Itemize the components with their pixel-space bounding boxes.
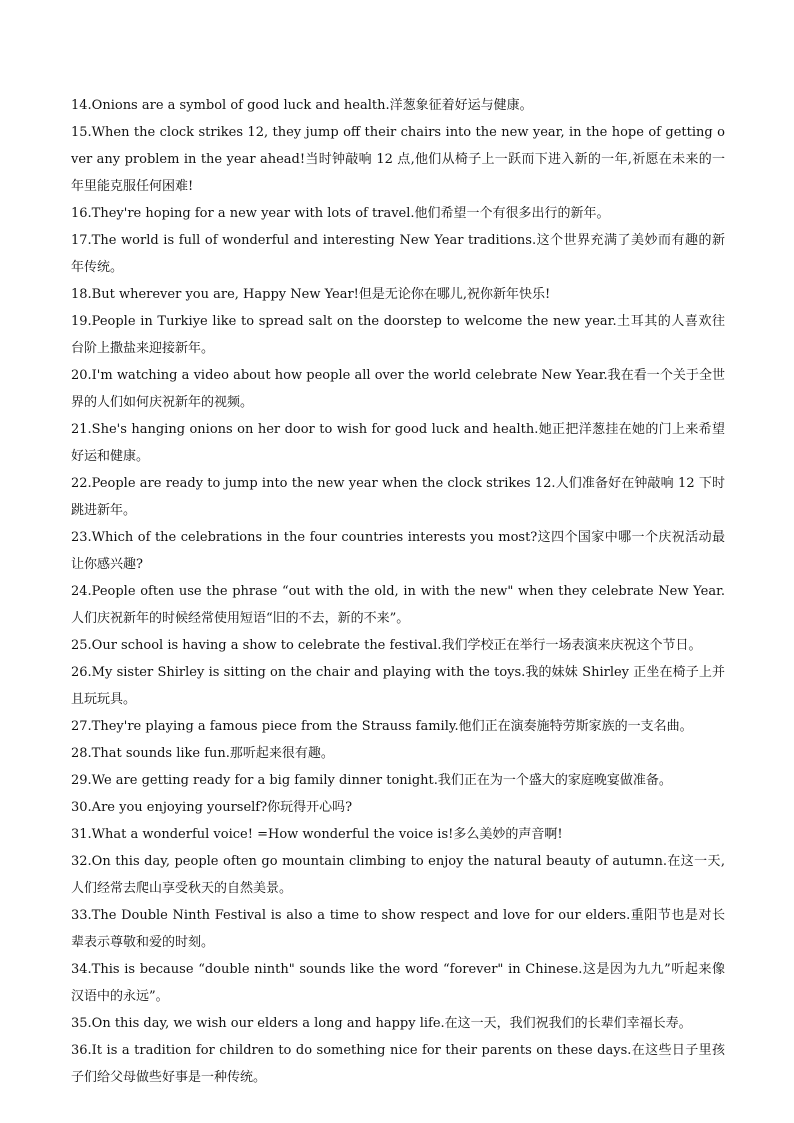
sentence-34: 34.This is because “double ninth" sounds like the word “forever" in Chinese.这是因为九九”听起来像汉语中的永远”。 (71, 962, 725, 1004)
sentence-23: 23.Which of the celebrations in the four countries interests you most?这四个国家中哪一个庆祝活动最让你感兴趣? (71, 530, 725, 572)
sentence-16: 16.They're hoping for a new year with lots of travel.他们希望一个有很多出行的新年。 (71, 206, 610, 221)
sentence-18: 18.But wherever you are, Happy New Year!但是无论你在哪儿,祝你新年快乐! (71, 287, 551, 302)
sentence-26: 26.My sister Shirley is sitting on the chair and playing with the toys.我的妹妹 Shirley 正坐在椅子上并且玩玩具。 (71, 665, 725, 707)
sentence-14: 14.Onions are a symbol of good luck and health.洋葱象征着好运与健康。 (71, 98, 533, 113)
sentence-31: 31.What a wonderful voice! =How wonderful the voice is!多么美妙的声音啊! (71, 827, 563, 842)
sentence-20: 20.I'm watching a video about how people all over the world celebrate New Year.我在看一个关于全世界的人们如何庆祝新年的视频。 (71, 368, 725, 410)
sentence-32: 32.On this day, people often go mountain climbing to enjoy the natural beauty of autumn.在这一天,人们经常去爬山享受秋天的自然美景。 (71, 854, 725, 896)
sentence-25: 25.Our school is having a show to celebrate the festival.我们学校正在举行一场表演来庆祝这个节日。 (71, 638, 702, 653)
sentence-17: 17.The world is full of wonderful and interesting New Year traditions.这个世界充满了美妙而有趣的新年传统。 (71, 233, 725, 275)
sentence-24: 24.People often use the phrase “out with the old, in with the new" when they celebrate New Year.人们庆祝新年的时候经常使用短语“旧的不去，新的不来”。 (71, 584, 725, 626)
sentence-list (71, 92, 725, 1091)
sentence-19: 19.People in Turkiye like to spread salt on the doorstep to welcome the new year.土耳其的人喜欢往台阶上撒盐来迎接新年。 (71, 314, 725, 356)
sentence-15: 15.When the clock strikes 12, they jump off their chairs into the new year, in the hope of getting over any problem in the year ahead!当时钟敲响 12 点,他们从椅子上一跃而下进入新的一年,祈愿在未来的一年里能克服任何困难! (71, 125, 725, 194)
sentence-30: 30.Are you enjoying yourself?你玩得开心吗? (71, 800, 353, 815)
sentence-33: 33.The Double Ninth Festival is also a time to show respect and love for our elders.重阳节也是对长辈表示尊敬和爱的时刻。 (71, 908, 725, 950)
sentence-22: 22.People are ready to jump into the new year when the clock strikes 12.人们准备好在钟敲响 12 下时跳进新年。 (71, 476, 725, 518)
sentence-29: 29.We are getting ready for a big family dinner tonight.我们正在为一个盛大的家庭晚宴做准备。 (71, 773, 672, 788)
sentence-21: 21.She's hanging onions on her door to wish for good luck and health.她正把洋葱挂在她的门上来希望好运和健康。 (71, 422, 725, 464)
sentence-27: 27.They're playing a famous piece from the Strauss family.他们正在演奏施特劳斯家族的一支名曲。 (71, 719, 693, 734)
sentence-28: 28.That sounds like fun.那听起来很有趣。 (71, 746, 334, 761)
sentence-35: 35.On this day, we wish our elders a long and happy life.在这一天，我们祝我们的长辈们幸福长寿。 (71, 1016, 692, 1031)
sentence-36: 36.It is a tradition for children to do something nice for their parents on these days.在这些日子里孩子们给父母做些好事是一种传统。 (71, 1043, 725, 1085)
